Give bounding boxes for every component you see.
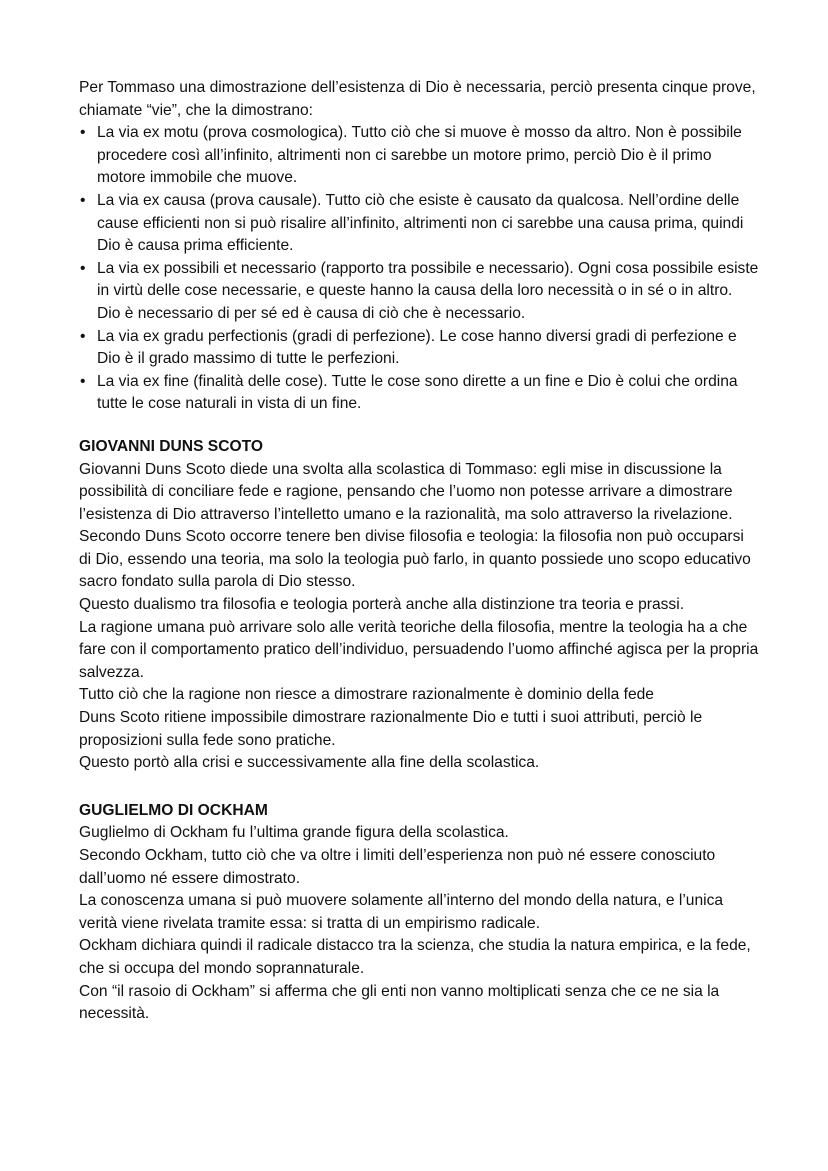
paragraph: Guglielmo di Ockham fu l’ultima grande figura della scolastica. — [79, 824, 509, 842]
paragraph: Questo dualismo tra filosofia e teologia porterà anche alla distinzione tra teoria e prassi. — [79, 596, 685, 614]
paragraph: Duns Scoto ritiene impossibile dimostrare razionalmente Dio e tutti i suoi attributi, perciò le proposizioni sulla fede sono pratiche. — [79, 709, 703, 749]
section-ockham — [79, 800, 759, 1026]
list-item-via-ex-gradu: • La via ex gradu perfectionis (gradi di perfezione). Le cose hanno diversi gradi di perfezione e Dio è il grado massimo di tutte le perfezioni. — [79, 326, 759, 371]
paragraph: La conoscenza umana si può muovere solamente all’interno del mondo della natura, e l’unica verità viene rivelata tramite essa: si tratta di un empirismo radicale. — [79, 892, 724, 932]
paragraph: Ockham dichiara quindi il radicale distacco tra la scienza, che studia la natura empirica, e la fede, che si occupa del mondo soprannaturale. — [79, 937, 751, 977]
document-page — [79, 77, 759, 1026]
list-item-via-ex-fine: • La via ex fine (finalità delle cose). Tutte le cose sono dirette a un fine e Dio è colui che ordina tutte le cose naturali in vista di un fine. — [79, 371, 759, 416]
paragraph: Tutto ciò che la ragione non riesce a dimostrare razionalmente è dominio della fede — [79, 686, 654, 704]
cinque-vie-list — [79, 122, 759, 416]
list-item-via-ex-motu: • La via ex motu (prova cosmologica). Tutto ciò che si muove è mosso da altro. Non è possibile procedere così all’infinito, altrimenti non ci sarebbe un motore primo, perciò Dio è il primo motore immobile che muove. — [79, 122, 759, 190]
heading-ockham: GUGLIELMO DI OCKHAM — [79, 801, 268, 819]
paragraph: Secondo Ockham, tutto ciò che va oltre i limiti dell’esperienza non può né essere conosciuto dall’uomo né essere dimostrato. — [79, 847, 716, 887]
list-item-via-ex-possibili: • La via ex possibili et necessario (rapporto tra possibile e necessario). Ogni cosa possibile esiste in virtù delle cose necessarie, e queste hanno la causa della loro necessità o in sé o in altro. Dio è necessario di per sé ed è causa di ciò che è necessario. — [79, 258, 759, 326]
section-duns-scoto — [79, 436, 759, 775]
list-item-via-ex-causa: • La via ex causa (prova causale). Tutto ciò che esiste è causato da qualcosa. Nell’ordine delle cause efficienti non si può risalire all’infinito, altrimenti non ci sarebbe una causa prima, quindi Dio è causa prima efficiente. — [79, 190, 759, 258]
section-tommaso — [79, 77, 759, 416]
paragraph: Secondo Duns Scoto occorre tenere ben divise filosofia e teologia: la filosofia non può occuparsi di Dio, essendo una teoria, ma solo la teologia può farlo, in quanto possiede uno scopo educativo sacro fondato sulla parola di Dio stesso. — [79, 528, 751, 591]
paragraph: Con “il rasoio di Ockham” si afferma che gli enti non vanno moltiplicati senza che ce ne sia la necessità. — [79, 982, 720, 1023]
intro-paragraph: Per Tommaso una dimostrazione dell’esistenza di Dio è necessaria, perciò presenta cinque prove, chiamate “vie”, che la dimostrano: — [79, 79, 756, 119]
heading-duns-scoto: GIOVANNI DUNS SCOTO — [79, 437, 263, 455]
paragraph: Giovanni Duns Scoto diede una svolta alla scolastica di Tommaso: egli mise in discussione la possibilità di conciliare fede e ragione, pensando che l’uomo non potesse arrivare a dimostrare l’esistenza di Dio attraverso l’intelletto umano e la razionalità, ma solo attraverso la rivelazione. — [79, 460, 733, 523]
paragraph: Questo portò alla crisi e successivamente alla fine della scolastica. — [79, 754, 540, 772]
paragraph: La ragione umana può arrivare solo alle verità teoriche della filosofia, mentre la teologia ha a che fare con il comportamento pratico dell’individuo, persuadendo l’uomo affinché agisca per la propria salvezza. — [79, 618, 759, 681]
